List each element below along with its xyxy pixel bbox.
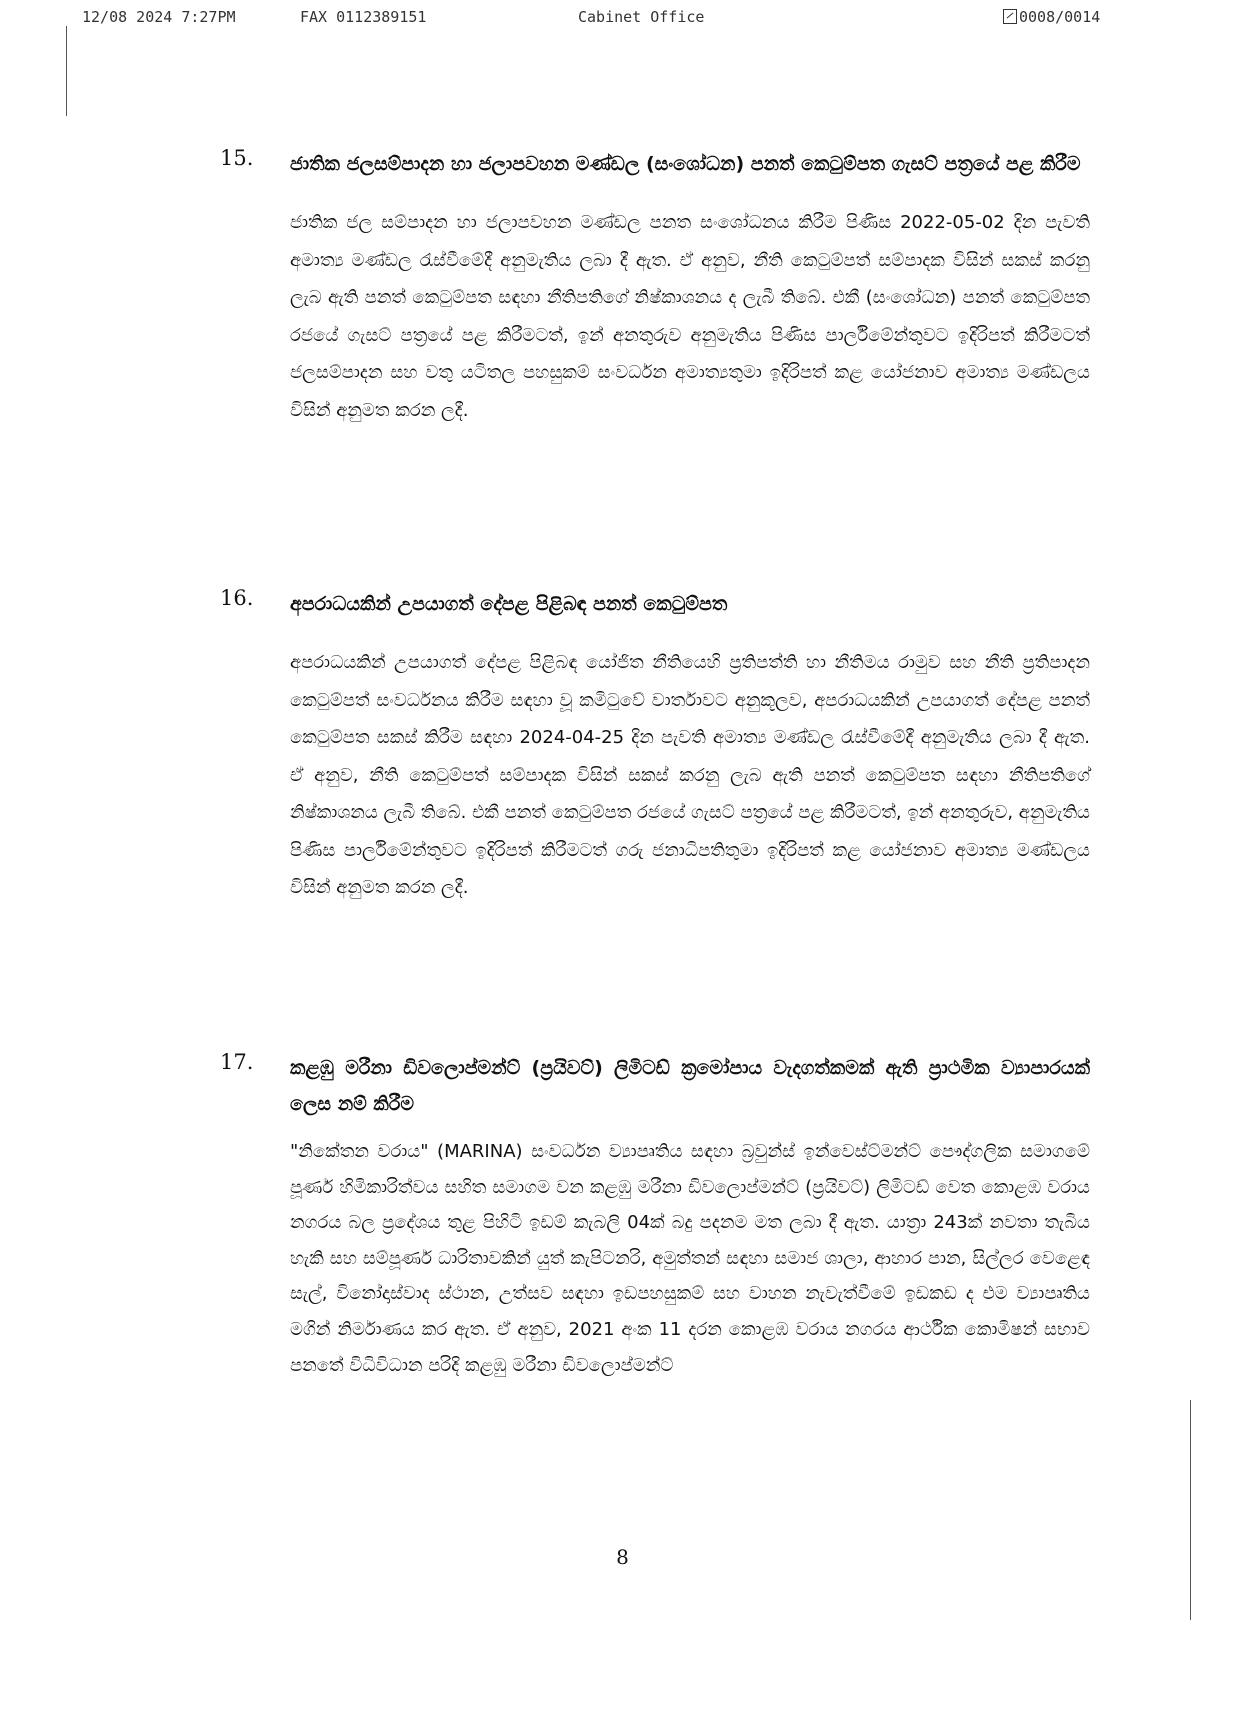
item-number: 15. [220, 146, 254, 170]
fax-number: FAX 0112389151 [300, 8, 427, 26]
item-body: "නිකේතන වරාය" (MARINA) සංවර්ධන ව්‍යාපෘතිය සඳහා බ්‍රවුන්ස් ඉන්වෙස්ට්මන්ට් පෞද්ගලික සමාගමේ පූර්ණ හිමිකාරිත්වය සහිත සමාගම වන කළඹු මරීනා ඩිවලොප්මන්ට් (ප්‍රයිවට්) ලිමිටඩ් වෙත කොළඹ වරාය නගරය බල ප්‍රදේශය තුළ පිහිටි ඉඩම් කැබලි 04ක් බදු පදනම මත ලබා දී ඇත. යාත්‍රා 243ක් නවතා තැබිය හැකි සහ සම්පූර්ණ ධාරිතාවකින් යුත් කැපිටනරි, අමුත්තන් සඳහා සමාජ ශාලා, ආහාර පාන, සිල්ලර වෙළෙඳ සැල්, විනෝදාස්වාද ස්ථාන, උත්සව සඳහා ඉඩපහසුකම් සහ වාහන නැවැත්වීමේ ඉඩකඩ ද එම ව්‍යාපෘතිය මගින් නිර්මාණය කර ඇත. ඒ අනුව, 2021 අංක 11 දරන කොළඹ වරාය නගරය ආර්ථික කොමිෂන් සභාව පනතේ විධිවිධාන පරිදි කළඹු මරීනා ඩිවලොප්මන්ට් [290, 1141, 1090, 1376]
fax-organization: Cabinet Office [578, 8, 705, 26]
item-title: ජාතික ජලසම්පාදන හා ජලාපවහන මණ්ඩල (සංශෝධන) පනත් කෙටුම්පත ගැසට් පත්‍රයේ පළ කිරීම [290, 153, 1081, 175]
item-body: ජාතික ජල සම්පාදන හා ජලාපවහන මණ්ඩල පනත සංශෝධනය කිරීම පිණිස 2022-05-02 දින පැවති අමාත්‍ය මණ්ඩල රැස්වීමේදී අනුමැතිය ලබා දී ඇත. ඒ අනුව, නීති කෙටුම්පත් සම්පාදක විසින් සකස් කරනු ලැබ ඇති පනත් කෙටුම්පත සඳහා නීතිපතිගේ නිෂ්කාශනය ද ලැබී තිබේ. එකී (සංශෝධන) පනත් කෙටුම්පත රජයේ ගැසට් පත්‍රයේ පළ කිරීමටත්, ඉන් අනතුරුව අනුමැතිය පිණිස පාර්ලිමේන්තුවට ඉදිරිපත් කිරීමටත් ජලසම්පාදන සහ වතු යටිතල පහසුකම් සංවර්ධන අමාත්‍යතුමා ඉදිරිපත් කළ යෝජනාව අමාත්‍ය මණ්ඩලය විසින් අනුමත කරන ලදී. [290, 212, 1090, 421]
item-number: 17. [220, 1050, 254, 1074]
fax-page-counter [1003, 8, 1100, 26]
page-icon [1003, 9, 1017, 24]
item-body: අපරාධයකින් උපයාගත් දේපළ පිළිබඳ යෝජිත නීතියෙහි ප්‍රතිපත්ති හා නීතිමය රාමුව සහ නීති ප්‍රතිපාදන කෙටුම්පත් සංවර්ධනය කිරීම සඳහා වූ කමිටුවේ වාර්තාවට අනුකූලව, අපරාධයකින් උපයාගත් දේපළ පනත් කෙටුම්පත සකස් කිරීම සඳහා 2024-04-25 දින පැවති අමාත්‍ය මණ්ඩල රැස්වීමේදී අනුමැතිය ලබා දී ඇත. ඒ අනුව, නීති කෙටුම්පත් සම්පාදක විසින් සකස් කරනු ලැබ ඇති පනත් කෙටුම්පත සඳහා නීතිපතිගේ නිෂ්කාශනය ලැබී තිබේ. එකී පනත් කෙටුම්පත රජයේ ගැසට් පත්‍රයේ පළ කිරීමටත්, ඉන් අනතුරුව, අනුමැතිය පිණිස පාර්ලිමේන්තුවට ඉදිරිපත් කිරීමටත් ගරු ජනාධිපතිතුමා ඉදිරිපත් කළ යෝජනාව අමාත්‍ය මණ්ඩලය විසින් අනුමත කරන ලදී. [290, 652, 1090, 898]
page-number: 8 [616, 1545, 629, 1569]
decision-item-15 [220, 146, 1090, 429]
fax-page-text: 0008/0014 [1019, 8, 1101, 26]
margin-line [1190, 1400, 1191, 1620]
fax-datetime: 12/08 2024 7:27PM [82, 8, 236, 26]
item-title: කළඹු මරීනා ඩිවලොප්මන්ට් (ප්‍රයිවට්) ලිමිටඩ් ක්‍රමෝපාය වැදගත්කමක් ඇති ප්‍රාථමික ව්‍යාපාරයක් ලෙස නම් කිරීම [290, 1057, 1090, 1115]
item-number: 16. [220, 586, 254, 610]
decision-item-16 [220, 586, 1090, 907]
margin-line [66, 26, 67, 116]
decision-item-17 [220, 1050, 1090, 1383]
item-title: අපරාධයකින් උපයාගත් දේපළ පිළිබඳ පනත් කෙටුම්පත [290, 593, 728, 615]
fax-header [0, 8, 1245, 30]
